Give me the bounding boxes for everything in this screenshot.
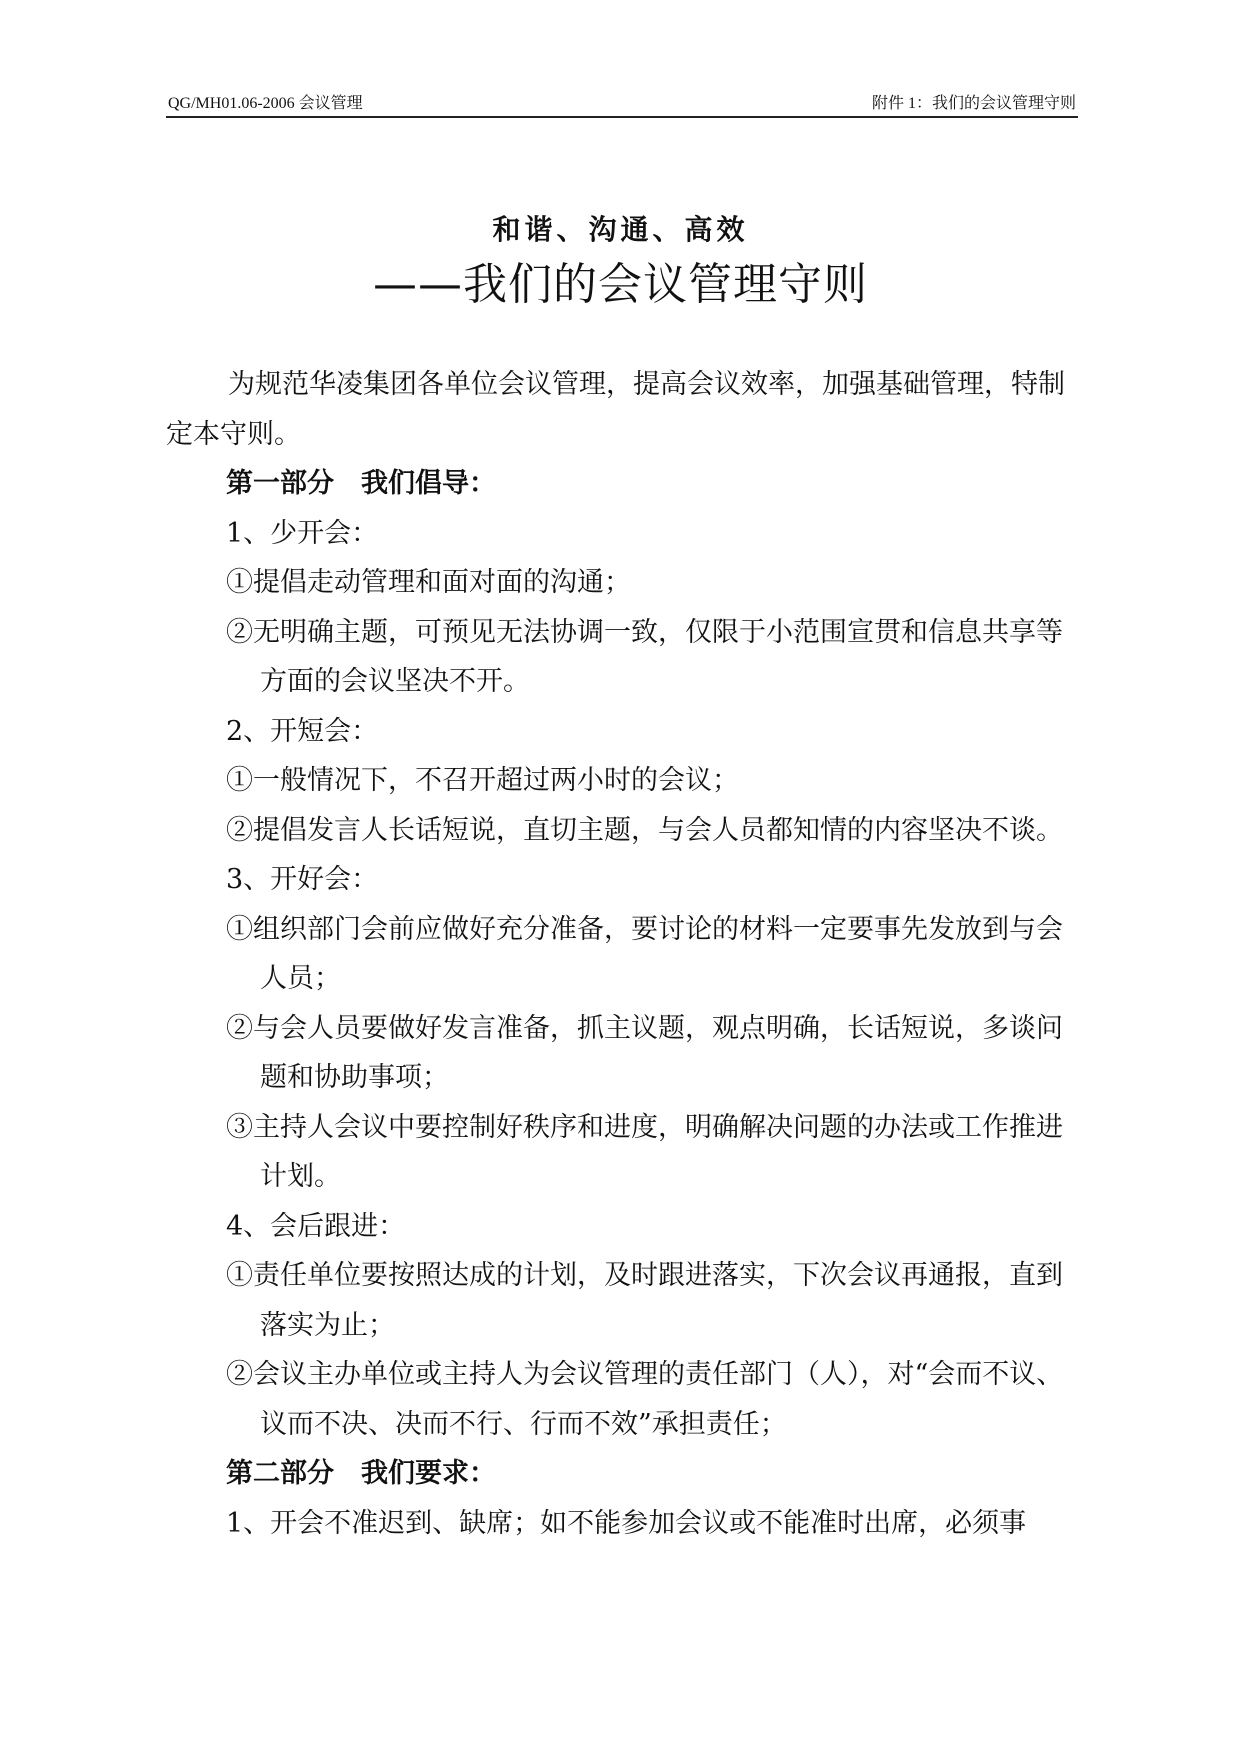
- attachment-label: 附件 1：我们的会议管理守则: [871, 95, 1076, 112]
- part2-heading: 第二部分 我们要求：: [226, 1458, 496, 1489]
- part1-item1-point2: ②无明确主题，可预见无法协调一致，仅限于小范围宣贯和信息共享等方面的会议坚决不开。: [226, 616, 1063, 697]
- part1-item3-label: 3、开好会：: [226, 864, 379, 895]
- document-subtitle: 和谐、沟通、高效: [492, 213, 749, 246]
- intro-paragraph: 为规范华凌集团各单位会议管理，提高会议效率，加强基础管理，特制定本守则。: [166, 369, 1065, 450]
- part1-item2-point1: ①一般情况下，不召开超过两小时的会议；: [226, 765, 739, 796]
- document-code: QG/MH01.06-2006 会议管理: [168, 95, 363, 112]
- part1-item3-point2: ②与会人员要做好发言准备，抓主议题，观点明确，长话短说，多谈问题和协助事项；: [226, 1012, 1063, 1093]
- part1-item2-label: 2、开短会：: [226, 715, 379, 747]
- part1-item2-point2: ②提倡发言人长话短说，直切主题，与会人员都知情的内容坚决不谈。: [226, 814, 1063, 846]
- part1-heading: 第一部分 我们倡导：: [226, 468, 496, 499]
- part1-item4-point1: ①责任单位要按照达成的计划，及时跟进落实，下次会议再通报，直到落实为止；: [226, 1260, 1063, 1341]
- document-body: [166, 360, 1086, 1548]
- part1-item1-point1: ①提倡走动管理和面对面的沟通；: [226, 567, 631, 598]
- part1-item1-label: 1、少开会：: [226, 517, 379, 549]
- document-title: ——我们的会议管理守则: [373, 259, 868, 310]
- part1-item3-point1: ①组织部门会前应做好充分准备，要讨论的材料一定要事先发放到与会人员；: [226, 913, 1063, 994]
- part1-item4-point2: ②会议主办单位或主持人为会议管理的责任部门（人），对“会而不议、议而不决、决而不行、行而不效”承担责任；: [226, 1359, 1064, 1440]
- page-header: [166, 86, 1078, 118]
- part1-item4-label: 4、会后跟进：: [226, 1210, 406, 1242]
- part1-item3-point3: ③主持人会议中要控制好秩序和进度，明确解决问题的办法或工作推进计划。: [226, 1111, 1063, 1192]
- part2-item1: 1、开会不准迟到、缺席；如不能参加会议或不能准时出席，必须事: [226, 1507, 1027, 1539]
